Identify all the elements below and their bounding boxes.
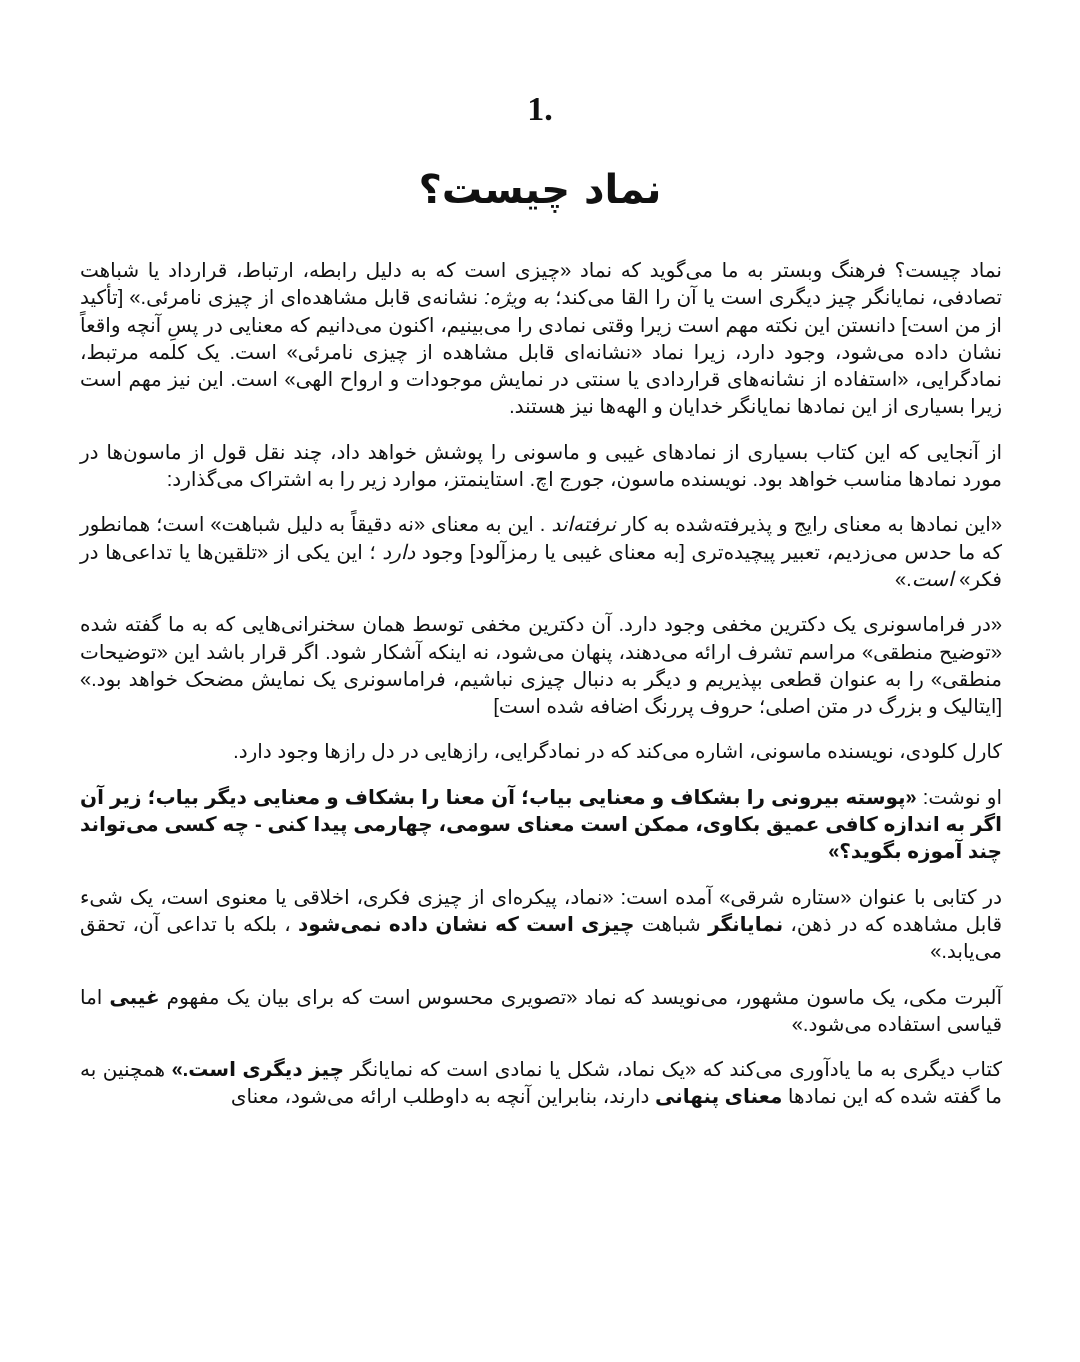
text-run: «در فراماسونری یک دکترین مخفی وجود دارد. آن دکترین مخفی توسط همان سخنرانی‌هایی که به ما گفته شده «توضیح منطقی» مراسم تشرف ارائه می‌دهند، پنهان می‌شود، نه اینکه آشکار شود. اگر قرار باشد این «توضیحات منطقی» را به عنوان قطعی بپذیریم و دیگر به دنبال چیزی نباشیم، فراماسونری یک نمایش مضحک خواهد بود.» [ایتالیک و بزرگ در متن اصلی؛ حروف پررنگ اضافه شده است] [80, 614, 1002, 719]
text-run-bold: غیبی [109, 986, 160, 1009]
text-run-bold: چیز دیگری است.» [171, 1059, 345, 1082]
text-run-italic: است [911, 568, 954, 591]
paragraph-steinmetz-quote-2 [80, 612, 1002, 721]
body-text [80, 258, 1002, 1130]
text-run-bold: معنای پنهانی [654, 1086, 783, 1109]
text-run-italic: نرفته‌اند [551, 514, 616, 537]
text-run: .» [895, 568, 912, 591]
paragraph-mason-quotes-intro [80, 440, 1002, 495]
text-run: ؛ این یکی از «تلقین‌ها یا تداعی‌ها در فکر» [80, 541, 1002, 591]
text-run: ، بلکه با تداعی آن، تحقق می‌یابد.» [80, 913, 1002, 964]
text-run: همچنین به ما گفته شده که این نمادها [80, 1059, 1002, 1109]
text-run: دارند، بنابراین آنچه به داوطلب ارائه می‌شود، معنای [230, 1086, 655, 1109]
text-run: شباهت [634, 913, 709, 936]
paragraph-webster-definition [80, 258, 1002, 422]
text-run: نشانه‌ی قابل مشاهده‌ای از چیزی نامرئی.» [تأکید از من است] دانستن این نکته مهم است زیرا وقتی نمادی را می‌بینیم، اکنون می‌دانیم که معنایی در پسِ آنچه واقعاً نشان داده می‌شود، وجود دارد، زیرا نماد «نشانه‌ای قابل مشاهده از چیزی نامرئی» است. یک کلمه مرتبط، نمادگرایی، «استفاده از نشانه‌های قراردادی یا سنتی در نمایش موجودات و ارواح الهی» است. این نیز مهم است زیرا بسیاری از این نمادها نمایانگر خدایان و الهه‌ها نیز هستند. [80, 287, 1002, 419]
text-run: در کتابی با عنوان «ستاره شرقی» آمده است: «نماد، پیکره‌ای از چیزی فکری، اخلاقی یا معنوی است، یک شیء قابل مشاهده که در ذهن، [80, 886, 1003, 936]
chapter-number: 1. [527, 91, 553, 128]
paragraph-another-book [80, 1057, 1002, 1112]
text-run-bold: نمایانگر [708, 913, 784, 936]
text-run: کتاب دیگری به ما یادآوری می‌کند که «یک نماد، شکل یا نمادی است که نمایانگر [344, 1059, 1003, 1082]
text-run: آلبرت مکی، یک ماسون مشهور، می‌نویسد که نماد «تصویری محسوس است که برای بیان یک مفهوم [159, 986, 1002, 1009]
text-run-italic: دارد [382, 541, 416, 564]
paragraph-steinmetz-quote-1 [80, 512, 1002, 594]
text-run: نماد چیست؟ فرهنگ وبستر به ما می‌گوید که نماد «چیزی است که به دلیل رابطه، ارتباط، قرارداد یا شباهت تصادفی، نمایانگر چیز دیگری است یا آن را القا می‌کند؛ [80, 260, 1003, 310]
paragraph-claudy-intro [80, 739, 1002, 766]
text-run: از آنجایی که این کتاب بسیاری از نمادهای غیبی و ماسونی را پوشش خواهد داد، چند نقل قول از ماسون‌ها در مورد نمادها مناسب خواهد بود. نویسنده ماسون، جورج اچ. استاینمتز، موارد زیر را به اشتراک می‌گذارد: [80, 441, 1002, 492]
text-run-bold: «پوسته بیرونی را بشکاف و معنایی بیاب؛ آن معنا را بشکاف و معنایی دیگر بیاب؛ زیر آن اگر به اندازه کافی عمیق بکاوی، ممکن است معنای سومی، چهارمی پیدا کنی - چه کسی می‌تواند چند آموزه بگوید؟» [80, 786, 1002, 864]
text-run-italic: به ویژه: [484, 287, 549, 310]
paragraph-eastern-star [80, 885, 1002, 967]
paragraph-claudy-quote [80, 785, 1002, 867]
text-run: «این نمادها به معنای رایج و پذیرفته‌شده به کار [615, 514, 1002, 537]
text-run: کارل کلودی، نویسنده ماسونی، اشاره می‌کند که در نمادگرایی، رازهایی در دل رازها وجود دارد. [233, 741, 1002, 764]
text-run: . این به معنای «نه دقیقاً به دلیل شباهت» است؛ همانطور که ما حدس می‌زدیم، تعبیر پیچیده‌تری [به معنای غیبی یا رمزآلود] وجود [80, 514, 1002, 564]
text-run: او نوشت: [916, 786, 1002, 809]
chapter-title: نماد چیست؟ [418, 167, 662, 213]
text-run: اما قیاسی استفاده می‌شود.» [80, 986, 1002, 1036]
text-run-bold: چیزی است که نشان داده نمی‌شود [297, 913, 635, 936]
paragraph-mackey [80, 985, 1002, 1040]
